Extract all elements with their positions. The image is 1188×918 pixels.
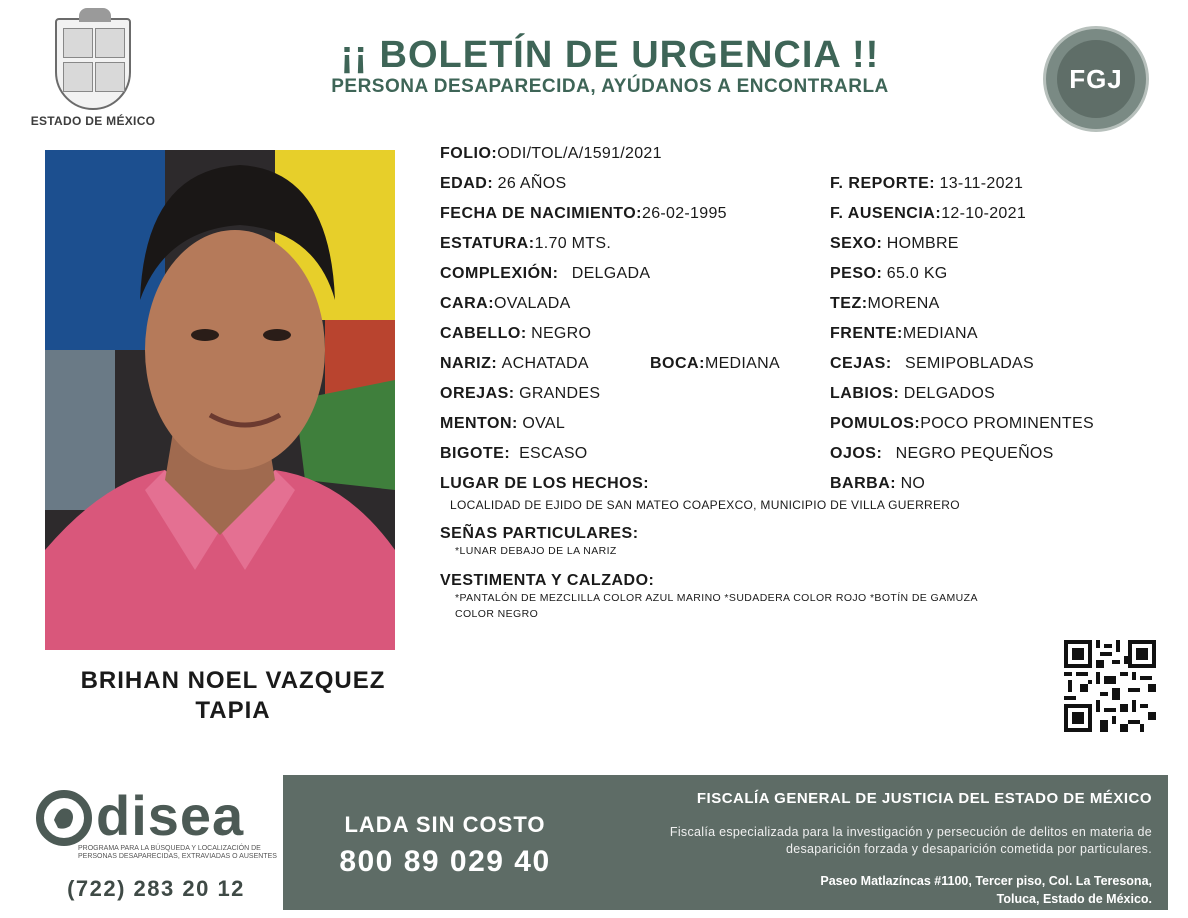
lugar-label: LUGAR DE LOS HECHOS: <box>440 475 650 492</box>
boca-value: MEDIANA <box>704 355 780 372</box>
field-labios <box>830 385 995 403</box>
ojos-value: NEGRO PEQUEÑOS <box>895 445 1054 462</box>
odisea-description: PROGRAMA PARA LA BÚSQUEDA Y LOCALIZACIÓN DE PERSONAS DESAPARECIDAS, EXTRAVIADAS O AUSENTES <box>78 845 277 860</box>
nariz-value: ACHATADA <box>501 355 589 372</box>
address-line-2: Toluca, Estado de México. <box>996 892 1152 906</box>
toll-free-number[interactable]: 800 89 029 40 <box>339 845 551 878</box>
peso-value: 65.0 KG <box>886 265 948 282</box>
field-edad <box>440 175 566 193</box>
field-cara <box>440 295 571 313</box>
field-complexion <box>440 265 650 283</box>
coat-of-arms-icon <box>55 18 131 110</box>
complexion-value: DELGADA <box>571 265 651 282</box>
fecha-nacimiento-value: 26-02-1995 <box>642 205 727 222</box>
tez-label: TEZ: <box>830 295 868 312</box>
bigote-label: BIGOTE: <box>440 445 511 462</box>
person-name-line-2: TAPIA <box>195 697 271 724</box>
field-barba <box>830 475 925 493</box>
orejas-value: GRANDES <box>519 385 601 402</box>
labios-label: LABIOS: <box>830 385 900 402</box>
field-lugar-label <box>440 475 649 493</box>
field-senas-label <box>440 525 639 543</box>
frente-label: FRENTE: <box>830 325 903 342</box>
edad-label: EDAD: <box>440 175 494 192</box>
f-reporte-value: 13-11-2021 <box>939 175 1024 192</box>
tez-value: MORENA <box>867 295 940 312</box>
missing-person-name <box>45 666 421 726</box>
field-pomulos <box>830 415 1094 433</box>
fiscalia-description: Fiscalía especializada para la investigación y persecución de delitos en materia de desaparición forzada y desaparición cometida por particulares. <box>669 825 1152 856</box>
barba-label: BARBA: <box>830 475 897 492</box>
cara-value: OVALADA <box>494 295 571 312</box>
senas-label: SEÑAS PARTICULARES: <box>440 525 639 542</box>
f-ausencia-label: F. AUSENCIA: <box>830 205 942 222</box>
odisea-pin-icon <box>36 790 92 846</box>
field-vestimenta-label <box>440 572 654 590</box>
pomulos-label: POMULOS: <box>830 415 921 432</box>
field-estatura <box>440 235 611 253</box>
field-peso <box>830 265 948 283</box>
field-boca <box>650 355 780 373</box>
fiscalia-title: FISCALÍA GENERAL DE JUSTICIA DEL ESTADO DE MÉXICO <box>696 790 1152 807</box>
odisea-wordmark: disea <box>96 784 245 847</box>
frente-value: MEDIANA <box>902 325 978 342</box>
cabello-value: NEGRO <box>531 325 592 342</box>
sexo-value: HOMBRE <box>886 235 959 252</box>
fecha-nacimiento-label: FECHA DE NACIMIENTO: <box>440 205 642 222</box>
field-cejas <box>830 355 1034 373</box>
missing-person-photo <box>45 150 395 650</box>
field-cabello <box>440 325 591 343</box>
fgj-logo-text: FGJ <box>1069 63 1123 94</box>
fgj-logo <box>1043 26 1149 132</box>
edad-value: 26 AÑOS <box>497 175 567 192</box>
address-line-1: Paseo Matlazíncas #1100, Tercer piso, Col. La Teresona, <box>820 874 1152 888</box>
complexion-label: COMPLEXIÓN: <box>440 265 559 282</box>
field-menton <box>440 415 565 433</box>
senas-value: *LUNAR DEBAJO DE LA NARIZ <box>455 545 617 557</box>
state-name: ESTADO DE MÉXICO <box>30 114 156 128</box>
cabello-label: CABELLO: <box>440 325 527 342</box>
estatura-value: 1.70 MTS. <box>534 235 612 252</box>
labios-value: DELGADOS <box>903 385 996 402</box>
field-nariz <box>440 355 589 373</box>
field-tez <box>830 295 940 313</box>
qr-code-icon[interactable] <box>1064 640 1156 732</box>
sexo-label: SEXO: <box>830 235 883 252</box>
field-sexo <box>830 235 959 253</box>
bulletin-title: ¡¡ BOLETÍN DE URGENCIA !! <box>340 34 880 76</box>
field-frente <box>830 325 978 343</box>
field-orejas <box>440 385 600 403</box>
folio-value: ODI/TOL/A/1591/2021 <box>497 145 662 162</box>
fiscalia-address <box>600 872 1152 908</box>
state-of-mexico-logo <box>28 18 158 128</box>
field-f-ausencia <box>830 205 1026 223</box>
cejas-value: SEMIPOBLADAS <box>905 355 1035 372</box>
local-phone-number[interactable]: (722) 283 20 12 <box>67 876 245 901</box>
field-folio <box>440 145 662 163</box>
menton-value: OVAL <box>522 415 566 432</box>
cara-label: CARA: <box>440 295 495 312</box>
peso-label: PESO: <box>830 265 883 282</box>
estatura-label: ESTATURA: <box>440 235 535 252</box>
barba-value: NO <box>900 475 926 492</box>
folio-label: FOLIO: <box>440 145 498 162</box>
orejas-label: OREJAS: <box>440 385 515 402</box>
field-fecha-nacimiento <box>440 205 727 223</box>
f-ausencia-value: 12-10-2021 <box>941 205 1027 222</box>
person-name-line-1: BRIHAN NOEL VAZQUEZ <box>80 667 386 694</box>
ojos-label: OJOS: <box>830 445 883 462</box>
field-ojos <box>830 445 1054 463</box>
pomulos-value: POCO PROMINENTES <box>920 415 1094 432</box>
bigote-value: ESCASO <box>519 445 588 462</box>
f-reporte-label: F. REPORTE: <box>830 175 936 192</box>
field-f-reporte <box>830 175 1023 193</box>
bulletin-subtitle: PERSONA DESAPARECIDA, AYÚDANOS A ENCONTRARLA <box>331 76 889 97</box>
vestimenta-value: *PANTALÓN DE MEZCLILLA COLOR AZUL MARINO *SUDADERA COLOR ROJO *BOTÍN DE GAMUZA COLOR NEGRO <box>455 592 978 620</box>
cejas-label: CEJAS: <box>830 355 892 372</box>
vestimenta-label: VESTIMENTA Y CALZADO: <box>440 572 655 589</box>
menton-label: MENTON: <box>440 415 518 432</box>
lada-label: LADA SIN COSTO <box>344 812 546 837</box>
boca-label: BOCA: <box>650 355 705 372</box>
field-bigote <box>440 445 588 463</box>
lugar-value: LOCALIDAD DE EJIDO DE SAN MATEO COAPEXCO, MUNICIPIO DE VILLA GUERRERO <box>450 498 960 512</box>
nariz-label: NARIZ: <box>440 355 498 372</box>
